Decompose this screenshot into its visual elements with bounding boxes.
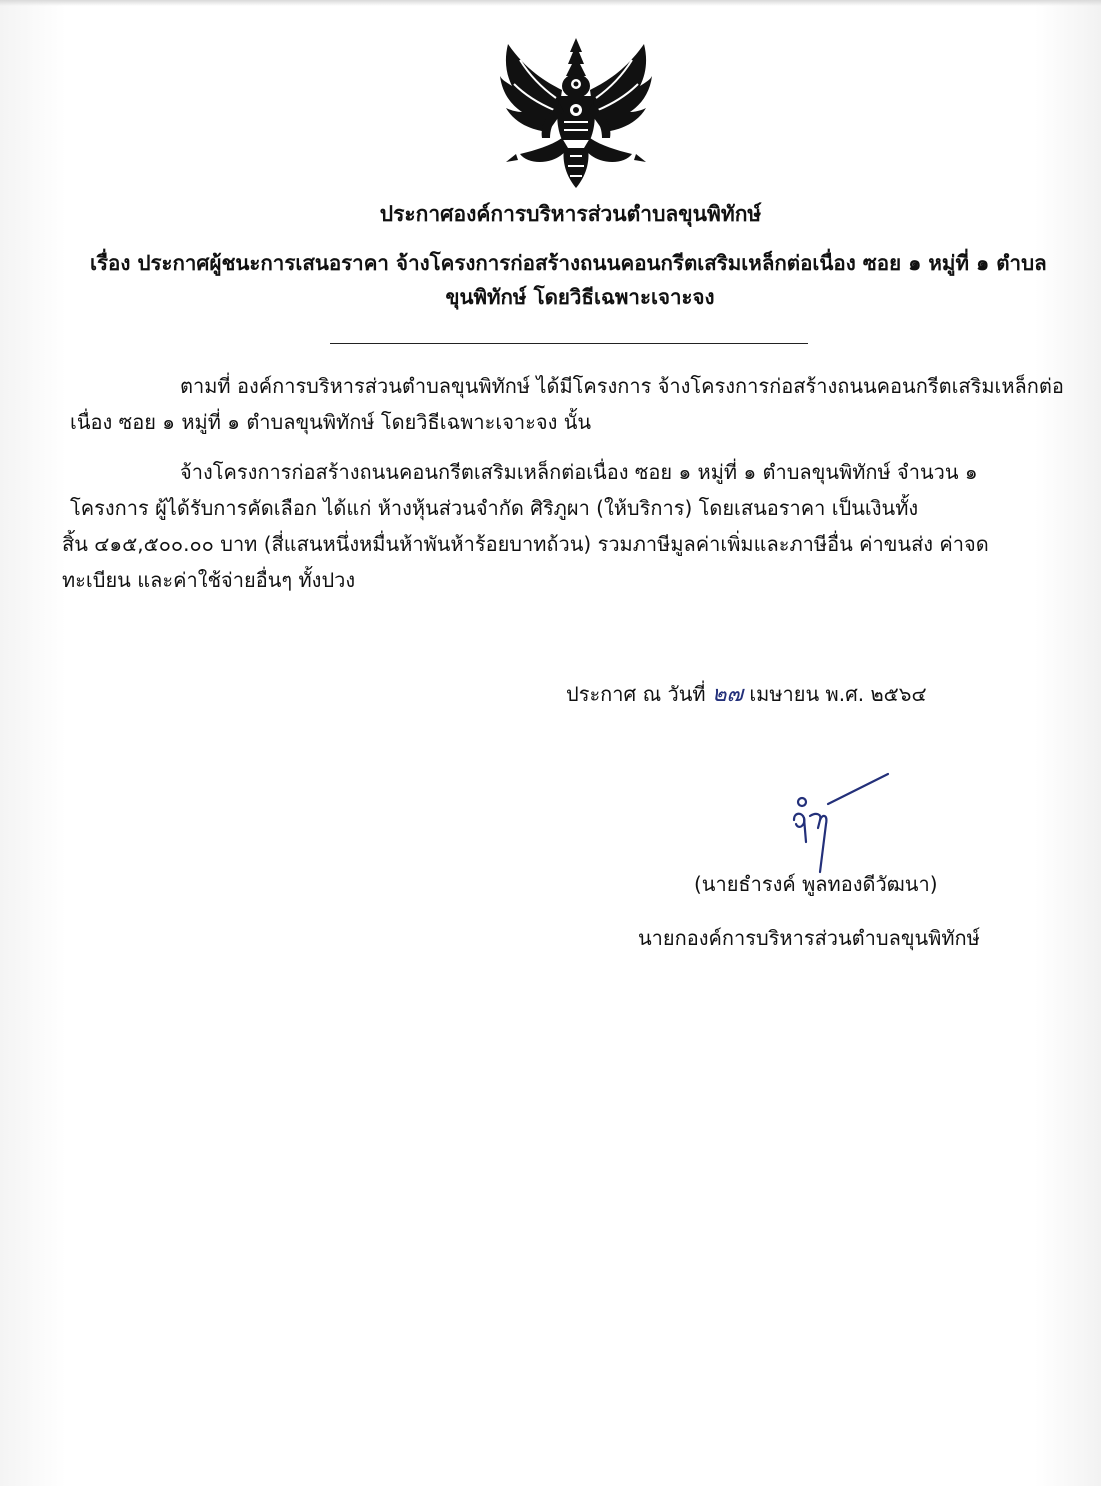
paragraph-2-line-4: ทะเบียน และค่าใช้จ่ายอื่นๆ ทั้งปวง — [62, 568, 356, 592]
handwritten-signature — [780, 768, 900, 878]
paragraph-1 — [62, 368, 1062, 440]
subject-line-2: ขุนพิทักษ์ โดยวิธีเฉพาะเจาะจง — [445, 285, 715, 309]
subject-heading — [90, 246, 1050, 314]
garuda-emblem — [496, 30, 656, 195]
subject-line-1: เรื่อง ประกาศผู้ชนะการเสนอราคา จ้างโครงการก่อสร้างถนนคอนกรีตเสริมเหล็กต่อเนื่อง ซอย ๑ หมู่ที่ ๑ ตำบล — [90, 251, 1047, 275]
signer-name: (นายธำรงค์ พูลทองดีวัฒนา) — [694, 872, 938, 896]
heading-divider — [330, 343, 808, 344]
paragraph-1-line-1: ตามที่ องค์การบริหารส่วนตำบลขุนพิทักษ์ ได้มีโครงการ จ้างโครงการก่อสร้างถนนคอนกรีตเสริมเหล็กต่อ — [180, 374, 1064, 398]
paragraph-2-line-1: จ้างโครงการก่อสร้างถนนคอนกรีตเสริมเหล็กต่อเนื่อง ซอย ๑ หมู่ที่ ๑ ตำบลขุนพิทักษ์ จำนวน ๑ — [180, 460, 978, 484]
paragraph-1-line-2: เนื่อง ซอย ๑ หมู่ที่ ๑ ตำบลขุนพิทักษ์ โดยวิธีเฉพาะเจาะจง นั้น — [70, 410, 592, 434]
paragraph-2-line-2: โครงการ ผู้ได้รับการคัดเลือก ได้แก่ ห้างหุ้นส่วนจำกัด ศิริภูผา (ให้บริการ) โดยเสนอราคา เป็นเงินทั้ง — [70, 496, 919, 520]
signer-position: นายกองค์การบริหารส่วนตำบลขุนพิทักษ์ — [638, 926, 980, 950]
scan-edge-shadow — [0, 0, 1101, 6]
issuer-heading: ประกาศองค์การบริหารส่วนตำบลขุนพิทักษ์ — [379, 202, 762, 226]
date-month-year: เมษายน พ.ศ. ๒๕๖๔ — [749, 682, 927, 706]
date-prefix: ประกาศ ณ วันที่ — [566, 682, 706, 706]
announcement-date — [566, 676, 927, 711]
paragraph-2 — [62, 454, 1062, 598]
date-day-handwritten: ๒๗ — [711, 682, 743, 707]
paragraph-2-line-3: สิ้น ๔๑๕,๕๐๐.๐๐ บาท (สี่แสนหนึ่งหมื่นห้าพันห้าร้อยบาทถ้วน) รวมภาษีมูลค่าเพิ่มและภาษีอื่น ค่าขนส่ง ค่าจด — [62, 532, 989, 556]
